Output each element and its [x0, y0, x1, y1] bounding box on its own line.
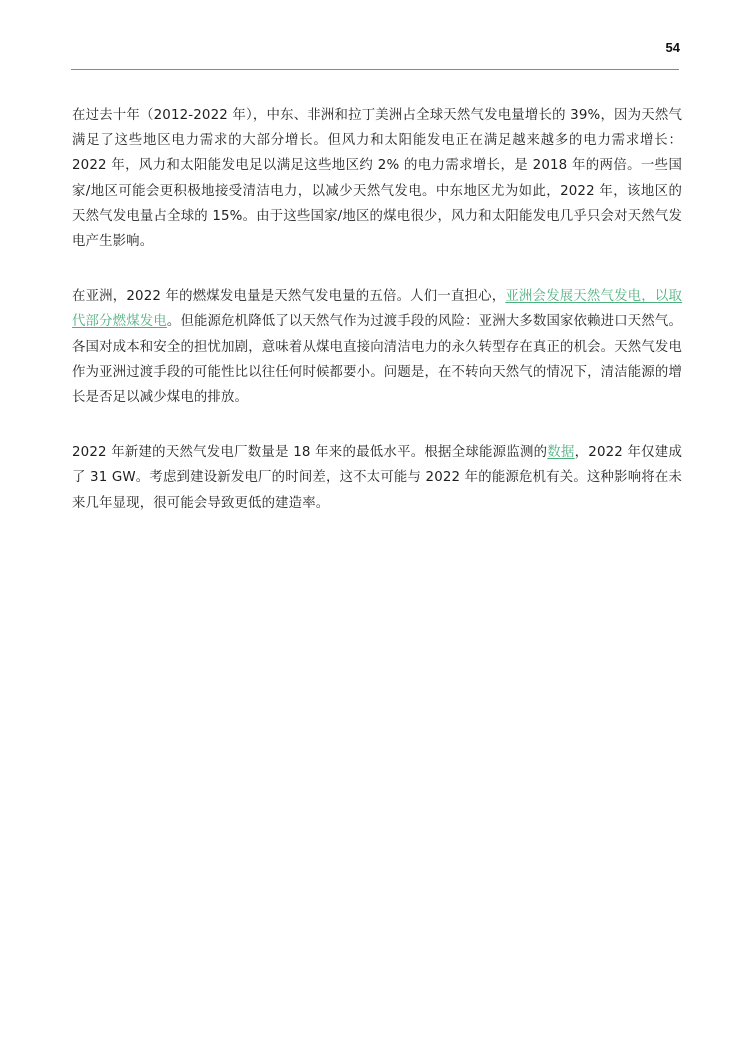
paragraph-text: 在亚洲，2022 年的燃煤发电量是天然气发电量的五倍。人们一直担心， — [72, 289, 506, 305]
body-text — [72, 103, 682, 546]
paragraph-text: ，2022 年仅建成了 31 GW。考虑到建设新发电厂的时间差，这不太可能与 2022 年的能源危机有关。这种影响将在未来几年显现，很可能会导致更低的建造率。 — [72, 445, 682, 511]
paragraph-text: 在过去十年（2012-2022 年），中东、非洲和拉丁美洲占全球天然气发电量增长的 39%，因为天然气满足了这些地区电力需求的大部分增长。但风力和太阳能发电正在满足越来越多的电力需求增长：2022 年，风力和太阳能发电足以满足这些地区约 2% 的电力需求增长，是 2018 年的两倍。一些国家/地区可能会更积极地接受清洁电力，以减少天然气发电。中东地区尤为如此，2022 年，该地区的天然气发电量占全球的 15%。由于这些国家/地区的煤电很少，风力和太阳能发电几乎只会对天然气发电产生影响。 — [72, 108, 682, 250]
paragraph — [72, 284, 682, 410]
header-divider — [71, 69, 679, 70]
data-link[interactable]: 数据 — [547, 445, 575, 461]
paragraph-text: 2022 年新建的天然气发电厂数量是 18 年来的最低水平。根据全球能源监测的 — [72, 445, 548, 461]
page-number: 54 — [665, 40, 680, 55]
paragraph — [72, 103, 682, 254]
asia-gas-power-link[interactable]: 亚洲会发展天然气发电，以取代部分燃煤发电 — [72, 289, 683, 330]
paragraph — [72, 440, 682, 516]
paragraph-text: 。但能源危机降低了以天然气作为过渡手段的风险：亚洲大多数国家依赖进口天然气。各国对成本和安全的担忧加剧，意味着从煤电直接向清洁电力的永久转型存在真正的机会。天然气发电作为亚洲过渡手段的可能性比以往任何时候都要小。问题是，在不转向天然气的情况下，清洁能源的增长是否足以减少煤电的排放。 — [72, 314, 682, 406]
